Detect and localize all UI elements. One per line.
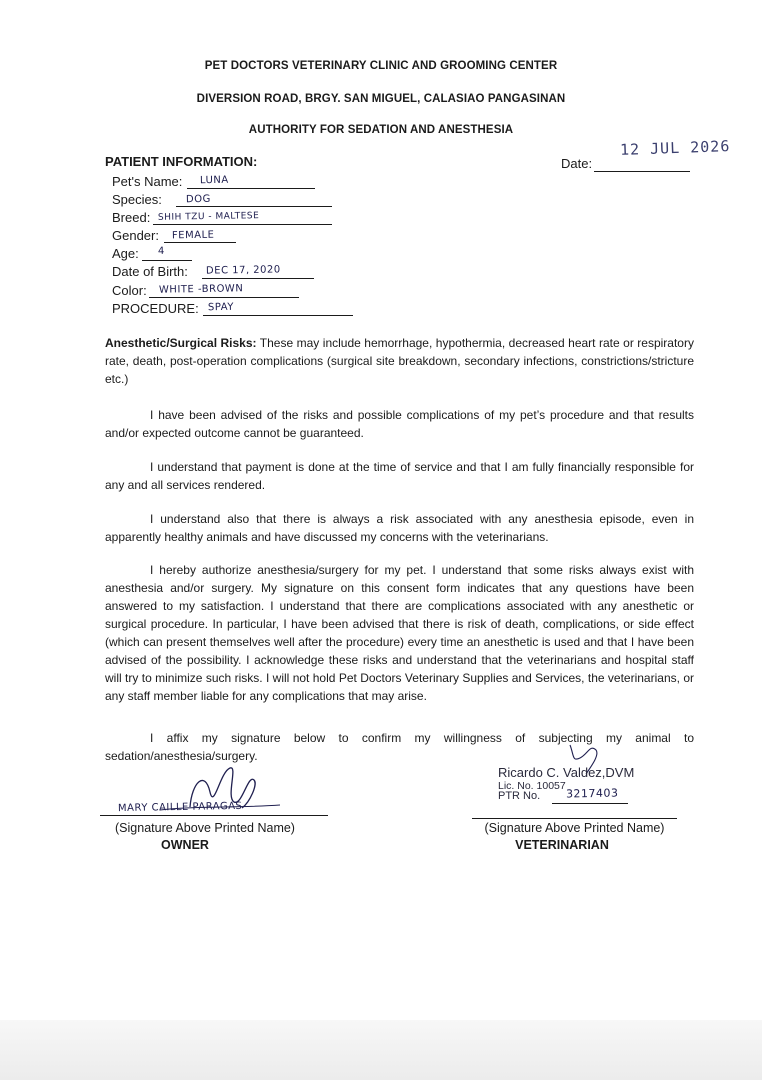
color-line <box>149 297 299 298</box>
date-stamp: 12 JUL 2026 <box>619 137 731 159</box>
breed-field[interactable] <box>112 210 260 228</box>
owner-signature-caption: (Signature Above Printed Name) <box>115 821 295 835</box>
age-value: 4 <box>157 245 165 258</box>
date-label: Date: <box>561 156 593 171</box>
age-field[interactable] <box>112 245 165 264</box>
vet-ptr-label: PTR No. <box>498 790 541 802</box>
dob-value: DEC 17, 2020 <box>205 264 281 277</box>
consent-text-5: I affix my signature below to confirm my willingness of subjecting my animal to sedation/anesthesia/surgery. <box>105 731 694 763</box>
consent-paragraph-2 <box>105 458 694 494</box>
gender-line <box>164 242 236 243</box>
consent-text-2: I understand that payment is done at the time of service and that I am fully financially responsible for any and all services rendered. <box>105 460 694 492</box>
procedure-label: PROCEDURE: <box>112 301 199 316</box>
pet-name-line <box>187 188 315 189</box>
clinic-address: DIVERSION ROAD, BRGY. SAN MIGUEL, CALASIAO PANGASINAN <box>196 93 566 105</box>
pet-name-field[interactable] <box>112 174 229 192</box>
gender-label: Gender: <box>112 228 159 243</box>
color-label: Color: <box>112 283 147 298</box>
dob-line <box>202 278 314 279</box>
owner-role: OWNER <box>161 838 209 852</box>
vet-signature-line[interactable] <box>472 818 677 819</box>
vet-signature-caption: (Signature Above Printed Name) <box>484 821 665 835</box>
owner-printed-name: MARY CAILLE PARAGAS <box>117 800 243 815</box>
breed-value: SHIH TZU - MALTESE <box>157 211 260 223</box>
gender-value: FEMALE <box>171 229 215 242</box>
color-field[interactable] <box>112 283 244 301</box>
owner-signature-line[interactable] <box>100 815 328 816</box>
species-label: Species: <box>112 192 162 207</box>
patient-info-title: PATIENT INFORMATION: <box>105 154 258 169</box>
breed-line <box>153 224 332 225</box>
form-title: AUTHORITY FOR SEDATION AND ANESTHESIA <box>248 124 514 136</box>
procedure-line <box>203 315 353 316</box>
vet-ptr-value: 3217403 <box>565 786 619 801</box>
consent-text-4: I hereby authorize anesthesia/surgery for my pet. I understand that some risks always exist with anesthesia and/or surgery. My signature on this consent form indicates that any questions have been answered to my satisfaction. I understand that there are complications associated with any anesthetic or surgical procedure. In particular, I have been advised that there is risk of death, complications, or side effect (which can present themselves well after the procedure) every time an anesthetic is used and that I have been advised of the possibility. I acknowledge these risks and understand that the veterinarians and hospital staff will try to minimize such risks. I will not hold Pet Doctors Veterinary Supplies and Services, the veterinarians, or any staff member liable for any complications that may arise. <box>105 563 694 703</box>
gender-field[interactable] <box>112 228 215 246</box>
procedure-field[interactable] <box>112 301 235 319</box>
vet-role: VETERINARIAN <box>515 838 609 852</box>
consent-text-3: I understand also that there is always a risk associated with any anesthesia episode, even in apparently healthy animals and have discussed my concerns with the veterinarians. <box>105 512 694 544</box>
age-line <box>142 260 192 261</box>
clinic-name: PET DOCTORS VETERINARY CLINIC AND GROOMING CENTER <box>204 60 558 72</box>
dob-label: Date of Birth: <box>112 264 188 279</box>
dob-field[interactable] <box>112 264 281 282</box>
vet-license: Lic. No. 10057 <box>498 780 566 792</box>
scan-bottom-edge <box>0 1020 762 1080</box>
consent-text-1: I have been advised of the risks and possible complications of my pet’s procedure and that results and/or expected outcome cannot be guaranteed. <box>105 408 694 440</box>
date-field[interactable] <box>594 171 690 172</box>
consent-paragraph-1 <box>105 406 694 442</box>
vet-ptr-line <box>552 803 628 804</box>
consent-paragraph-4 <box>105 561 694 705</box>
age-label: Age: <box>112 246 139 261</box>
consent-paragraph-3 <box>105 510 694 546</box>
risks-text: These may include hemorrhage, hypothermia, decreased heart rate or respiratory rate, death, post-operation complications (surgical site breakdown, secondary infections, constrictions/stricture etc.) <box>105 336 694 386</box>
species-field[interactable] <box>112 192 211 210</box>
species-line <box>176 206 332 207</box>
pet-name-label: Pet's Name: <box>112 174 183 189</box>
pet-name-value: LUNA <box>199 174 229 187</box>
color-value: WHITE -BROWN <box>158 283 244 296</box>
risks-heading: Anesthetic/Surgical Risks: <box>105 336 257 350</box>
species-value: DOG <box>185 193 211 206</box>
risks-paragraph <box>105 334 694 388</box>
breed-label: Breed: <box>112 210 151 225</box>
vet-name: Ricardo C. Valdez,DVM <box>498 765 635 780</box>
procedure-value: SPAY <box>207 301 235 314</box>
